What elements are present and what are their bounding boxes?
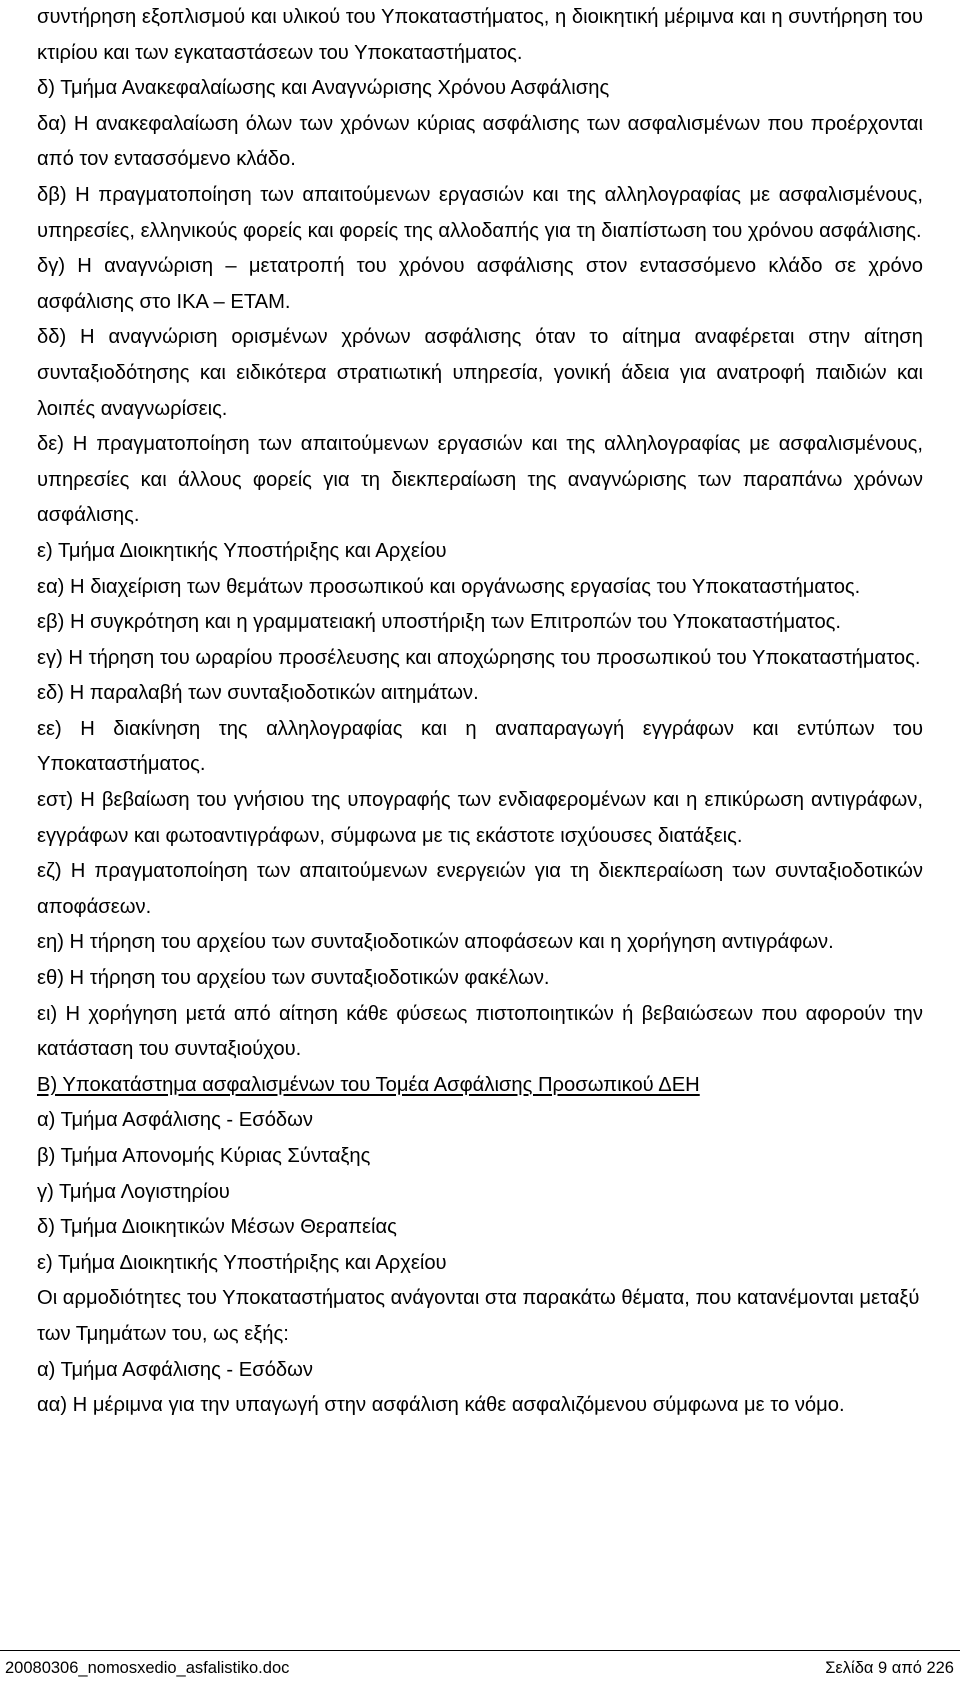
department-list-item: β) Τμήμα Απονομής Κύριας Σύνταξης — [37, 1145, 371, 1167]
paragraph: εη) Η τήρηση του αρχείου των συνταξιοδοτικών αποφάσεων και η χορήγηση αντιγράφων. — [37, 931, 834, 954]
paragraph: εστ) Η βεβαίωση του γνήσιου της υπογραφής των ενδιαφερομένων και η επικύρωση αντιγράφων, εγγράφων και φωτοαντιγράφων, σύμφωνα με τις εκάστοτε ισχύουσες διατάξεις. — [37, 789, 923, 847]
paragraph: δα) Η ανακεφαλαίωση όλων των χρόνων κύριας ασφάλισης των ασφαλισμένων που προέρχονται από τον εντασσόμενο κλάδο. — [37, 112, 923, 171]
paragraph: εβ) Η συγκρότηση και η γραμματειακή υποστήριξη των Επιτροπών του Υποκαταστήματος. — [37, 611, 842, 634]
paragraph: εα) Η διαχείριση των θεμάτων προσωπικού και οργάνωσης εργασίας του Υποκαταστήματος. — [37, 575, 861, 598]
paragraph: συντήρηση εξοπλισμού και υλικού του Υποκαταστήματος, η διοικητική μέριμνα και η συντήρηση του κτιρίου και των εγκαταστάσεων του Υποκαταστήματος. — [37, 6, 923, 64]
paragraph: δε) Η πραγματοποίηση των απαιτούμενων εργασιών και της αλληλογραφίας με ασφαλισμένους, υπηρεσίες και άλλους φορείς για τη διεκπεραίωση της αναγνώρισης των παραπάνω χρόνων ασφάλισης. — [37, 433, 923, 527]
department-list-item: γ) Τμήμα Λογιστηρίου — [37, 1180, 230, 1203]
paragraph: δδ) Η αναγνώριση ορισμένων χρόνων ασφάλισης όταν το αίτημα αναφέρεται στην αίτηση συνταξιοδότησης και ειδικότερα στρατιωτική υπηρεσία, γονική άδεια για ανατροφή παιδιών και λοιπές αναγνωρίσεις. — [37, 326, 923, 420]
paragraph: εθ) Η τήρηση του αρχείου των συνταξιοδοτικών φακέλων. — [37, 967, 550, 990]
footer-filename: 20080306_nomosxedio_asfalistiko.doc — [5, 1659, 290, 1677]
paragraph: εζ) Η πραγματοποίηση των απαιτούμενων ενεργειών για τη διεκπεραίωση των συνταξιοδοτικών αποφάσεων. — [37, 860, 923, 918]
paragraph: δγ) Η αναγνώριση – μετατροπή του χρόνου ασφάλισης στον εντασσόμενο κλάδο σε χρόνο ασφάλισης στο ΙΚΑ – ΕΤΑΜ. — [37, 255, 923, 313]
department-list-item: ε) Τμήμα Διοικητικής Υποστήριξης και Αρχείου — [37, 1251, 447, 1274]
page-footer — [0, 1650, 960, 1677]
document-body — [37, 0, 923, 1424]
section-heading: α) Τμήμα Ασφάλισης - Εσόδων — [37, 1358, 314, 1381]
branch-heading: Β) Υποκατάστημα ασφαλισμένων του Τομέα Ασφάλισης Προσωπικού ΔΕΗ — [37, 1073, 700, 1096]
department-list-item: δ) Τμήμα Διοικητικών Μέσων Θεραπείας — [37, 1216, 397, 1239]
paragraph: Οι αρμοδιότητες του Υποκαταστήματος ανάγονται στα παρακάτω θέματα, που κατανέμονται μεταξύ των Τμημάτων του, ως εξής: — [37, 1287, 920, 1345]
department-list-item: α) Τμήμα Ασφάλισης - Εσόδων — [37, 1109, 314, 1132]
paragraph: εγ) Η τήρηση του ωραρίου προσέλευσης και αποχώρησης του προσωπικού του Υποκαταστήματος. — [37, 646, 921, 669]
footer-page-number: Σελίδα 9 από 226 — [825, 1659, 954, 1677]
paragraph: δβ) Η πραγματοποίηση των απαιτούμενων εργασιών και της αλληλογραφίας με ασφαλισμένους, υπηρεσίες, ελληνικούς φορείς και φορείς της αλλοδαπής για τη διαπίστωση του χρόνου ασφάλισης. — [37, 183, 923, 242]
section-heading: ε) Τμήμα Διοικητικής Υποστήριξης και Αρχείου — [37, 539, 447, 562]
section-heading: δ) Τμήμα Ανακεφαλαίωσης και Αναγνώρισης Χρόνου Ασφάλισης — [37, 77, 610, 100]
paragraph: ει) Η χορήγηση μετά από αίτηση κάθε φύσεως πιστοποιητικών ή βεβαιώσεων που αφορούν την κατάσταση του συνταξιούχου. — [37, 1002, 923, 1061]
paragraph: εε) Η διακίνηση της αλληλογραφίας και η αναπαραγωγή εγγράφων και εντύπων του Υποκαταστήματος. — [37, 717, 923, 776]
paragraph: εδ) Η παραλαβή των συνταξιοδοτικών αιτημάτων. — [37, 682, 479, 705]
paragraph: αα) Η μέριμνα για την υπαγωγή στην ασφάλιση κάθε ασφαλιζόμενου σύμφωνα με το νόμο. — [37, 1394, 845, 1417]
